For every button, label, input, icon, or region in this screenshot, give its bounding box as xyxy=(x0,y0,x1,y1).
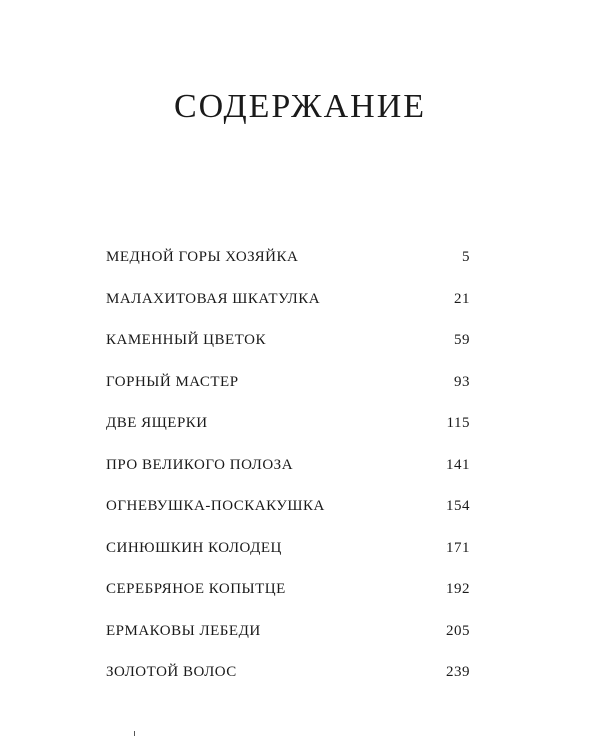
toc-entry[interactable] xyxy=(106,332,470,374)
toc-entry-title: КАМЕННЫЙ ЦВЕТОК xyxy=(106,332,266,348)
toc-entry[interactable] xyxy=(106,374,470,416)
toc-entry-page: 192 xyxy=(446,581,470,597)
toc-entry[interactable] xyxy=(106,664,470,706)
toc-entry-title: ПРО ВЕЛИКОГО ПОЛОЗА xyxy=(106,456,294,473)
toc-entry-page: 171 xyxy=(446,539,470,556)
toc-entry[interactable] xyxy=(106,415,470,457)
page-mark xyxy=(134,731,135,736)
toc-entry-page: 93 xyxy=(454,373,470,390)
toc-entry-title: ЕРМАКОВЫ ЛЕБЕДИ xyxy=(106,622,261,639)
toc-entry[interactable] xyxy=(106,291,470,333)
toc-entry[interactable] xyxy=(106,540,470,582)
toc-entry-page: 21 xyxy=(454,290,470,307)
toc-entry[interactable] xyxy=(106,249,470,291)
toc-entry-title: МЕДНОЙ ГОРЫ ХОЗЯЙКА xyxy=(106,249,299,265)
toc-entry-title: СЕРЕБРЯНОЕ КОПЫТЦЕ xyxy=(106,581,286,597)
toc-entry-page: 141 xyxy=(446,456,470,473)
toc-entry-page: 115 xyxy=(446,415,470,431)
toc-entry-title: ДВЕ ЯЩЕРКИ xyxy=(106,415,208,431)
toc-entry-title: ГОРНЫЙ МАСТЕР xyxy=(106,373,239,390)
table-of-contents xyxy=(106,249,470,706)
toc-entry-title: ОГНЕВУШКА-ПОСКАКУШКА xyxy=(106,498,325,514)
toc-entry-page: 59 xyxy=(454,332,470,348)
toc-entry-page: 154 xyxy=(446,498,470,514)
toc-entry[interactable] xyxy=(106,581,470,623)
toc-entry-page: 239 xyxy=(446,664,470,680)
toc-entry[interactable] xyxy=(106,457,470,499)
page-title: СОДЕРЖАНИЕ xyxy=(173,88,427,125)
toc-entry-title: МАЛАХИТОВАЯ ШКАТУЛКА xyxy=(106,290,321,307)
toc-entry-page: 5 xyxy=(462,249,470,265)
toc-entry[interactable] xyxy=(106,498,470,540)
toc-entry-title: ЗОЛОТОЙ ВОЛОС xyxy=(106,664,237,680)
toc-entry-title: СИНЮШКИН КОЛОДЕЦ xyxy=(106,539,282,556)
toc-entry[interactable] xyxy=(106,623,470,665)
toc-entry-page: 205 xyxy=(446,622,470,639)
